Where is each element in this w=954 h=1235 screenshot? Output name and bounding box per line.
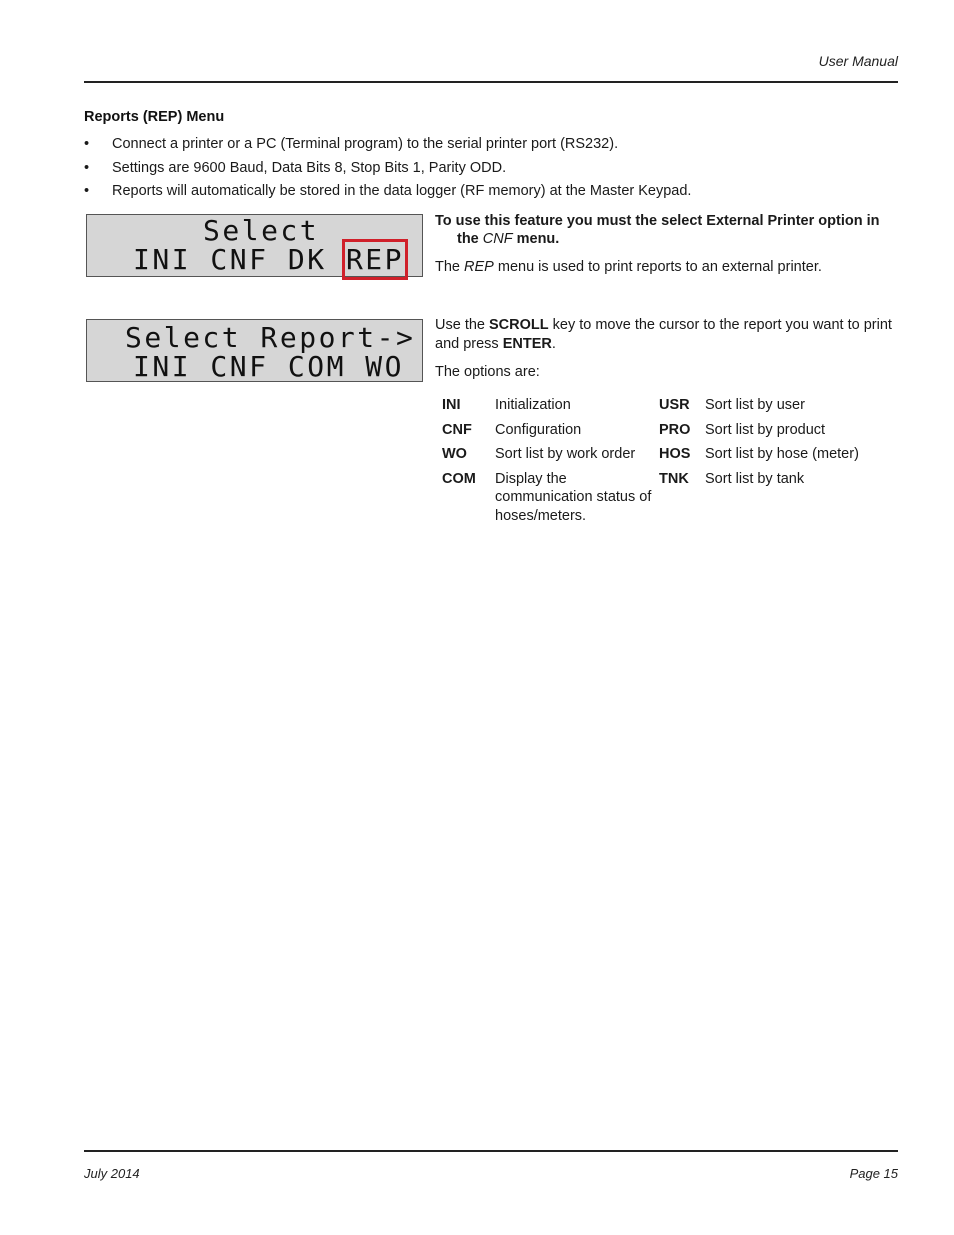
option-desc: Sort list by user	[705, 397, 805, 413]
page-number: Page 15	[849, 1166, 898, 1181]
option-desc: Sort list by work order	[495, 446, 636, 462]
option-desc: Sort list by product	[705, 421, 826, 438]
feature-note: To use this feature you must the select External Printer option in the CNF menu.	[435, 213, 880, 247]
table-row	[442, 396, 895, 421]
lcd-line-2: INI CNF DK REP	[133, 243, 405, 276]
option-code: CNF	[442, 421, 472, 438]
option-code: TNK	[659, 470, 689, 487]
section-heading: Reports (REP) Menu	[84, 109, 225, 125]
bullet-icon: •	[84, 136, 90, 152]
bullet-icon: •	[84, 159, 90, 176]
list-item: • Reports will automatically be stored in the data logger (RF memory) at the Master Keypad.	[84, 183, 692, 199]
bullet-icon: •	[84, 183, 90, 199]
footer-date: July 2014	[84, 1166, 140, 1181]
options-intro: The options are:	[435, 364, 540, 380]
option-code: COM	[442, 470, 476, 487]
list-item: • Connect a printer or a PC (Terminal program) to the serial printer port (RS232).	[84, 136, 619, 152]
footer-rule	[84, 1150, 898, 1152]
lcd-line-2: INI CNF COM WO	[133, 350, 405, 383]
rep-description: The REP menu is used to print reports to an external printer.	[435, 259, 822, 275]
table-row	[442, 470, 895, 532]
list-item: • Settings are 9600 Baud, Data Bits 8, Stop Bits 1, Parity ODD.	[84, 159, 507, 176]
lcd-display-select-report	[86, 319, 423, 382]
lcd-line-1: Select Report->	[125, 321, 416, 354]
option-code: WO	[442, 446, 467, 462]
option-code: HOS	[659, 446, 691, 462]
options-table	[442, 396, 898, 531]
header-title: User Manual	[818, 53, 898, 69]
header-rule	[84, 81, 898, 83]
option-desc: Initialization	[495, 397, 571, 413]
option-desc: Sort list by hose (meter)	[705, 446, 859, 462]
option-code: INI	[442, 397, 461, 413]
lcd-line-1: Select	[203, 214, 320, 247]
table-row	[442, 445, 895, 470]
bullet-list	[84, 134, 898, 205]
option-code: PRO	[659, 421, 691, 438]
option-code: USR	[659, 397, 690, 413]
lcd-display-select	[86, 214, 423, 277]
option-desc: Sort list by tank	[705, 470, 805, 487]
table-row	[442, 421, 895, 446]
option-desc: Display the communication status of hoses/meters.	[495, 470, 652, 524]
rep-highlight: REP	[345, 243, 405, 276]
option-desc: Configuration	[495, 421, 582, 438]
scroll-instructions: Use the SCROLL key to move the cursor to the report you want to print and press ENTER.	[435, 317, 892, 352]
